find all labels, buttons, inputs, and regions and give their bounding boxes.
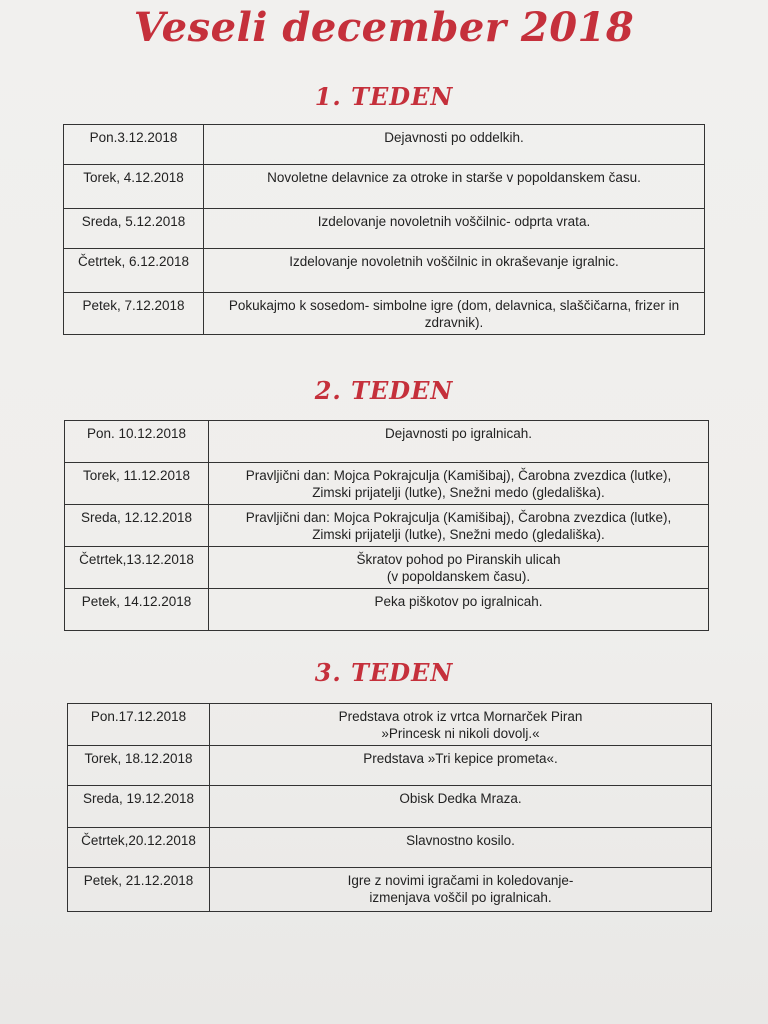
activity-line: Dejavnosti po igralnicah.: [384, 426, 533, 441]
table-row: [68, 786, 712, 828]
activity-line: izmenjava voščil po igralnicah.: [369, 890, 552, 905]
activity-line: Zimski prijatelji (lutke), Snežni medo (gledališka).: [312, 527, 605, 542]
activity-line: (v popoldanskem času).: [386, 569, 531, 584]
activity-line: Zimski prijatelji (lutke), Snežni medo (gledališka).: [312, 485, 605, 500]
row-activity: [210, 828, 712, 868]
row-date: Petek, 14.12.2018: [65, 589, 209, 631]
activity-line: Izdelovanje novoletnih voščilnic- odprta vrata.: [317, 214, 591, 229]
activity-line: Pravljični dan: Mojca Pokrajculja (Kamišibaj), Čarobna zvezdica (lutke),: [245, 510, 672, 525]
page-title: Veseli december 2018: [133, 4, 635, 51]
activity-line: Obisk Dedka Mraza.: [399, 791, 522, 806]
row-date: Torek, 18.12.2018: [68, 746, 210, 786]
row-date: Četrtek,20.12.2018: [68, 828, 210, 868]
row-date: Pon.3.12.2018: [64, 125, 204, 165]
row-activity: [204, 125, 705, 165]
row-activity: [204, 165, 705, 209]
table-row: [64, 165, 705, 209]
row-date: Pon.17.12.2018: [68, 704, 210, 746]
week-1-table: [63, 124, 705, 335]
table-row: [68, 828, 712, 868]
week-3-table: [67, 703, 712, 912]
week-1-heading: 1. TEDEN: [314, 82, 454, 111]
activity-line: Predstava otrok iz vrtca Mornarček Piran: [338, 709, 583, 724]
table-row: [65, 547, 709, 589]
activity-line: Pravljični dan: Mojca Pokrajculja (Kamišibaj), Čarobna zvezdica (lutke),: [245, 468, 672, 483]
row-activity: [209, 505, 709, 547]
row-date: Sreda, 12.12.2018: [65, 505, 209, 547]
activity-line: Igre z novimi igračami in koledovanje-: [347, 873, 574, 888]
row-activity: [204, 293, 705, 335]
table-row: [64, 209, 705, 249]
activity-line: Slavnostno kosilo.: [406, 833, 515, 848]
activity-line: Izdelovanje novoletnih voščilnic in okraševanje igralnic.: [289, 254, 619, 269]
row-date: Sreda, 19.12.2018: [68, 786, 210, 828]
row-activity: [210, 704, 712, 746]
week-2-heading: 2. TEDEN: [314, 376, 454, 405]
activity-line: Novoletne delavnice za otroke in starše v popoldanskem času.: [267, 170, 641, 185]
table-row: [64, 249, 705, 293]
row-date: Sreda, 5.12.2018: [64, 209, 204, 249]
activity-line: zdravnik).: [424, 315, 484, 330]
row-activity: [210, 746, 712, 786]
row-date: Petek, 7.12.2018: [64, 293, 204, 335]
activity-line: Dejavnosti po oddelkih.: [384, 130, 524, 145]
table-row: [64, 293, 705, 335]
row-activity: [204, 209, 705, 249]
table-row: [65, 505, 709, 547]
row-activity: [209, 547, 709, 589]
week-3-heading: 3. TEDEN: [314, 658, 454, 687]
row-activity: [210, 868, 712, 912]
activity-line: Pokukajmo k sosedom- simbolne igre (dom, delavnica, slaščičarna, frizer in: [228, 298, 680, 313]
table-row: [65, 463, 709, 505]
table-row: [65, 589, 709, 631]
table-row: [68, 868, 712, 912]
activity-line: Peka piškotov po igralnicah.: [374, 594, 543, 609]
week-2-table: [64, 420, 709, 631]
row-date: Pon. 10.12.2018: [65, 421, 209, 463]
row-date: Torek, 4.12.2018: [64, 165, 204, 209]
row-date: Četrtek, 6.12.2018: [64, 249, 204, 293]
activity-line: Predstava »Tri kepice prometa«.: [363, 751, 558, 766]
table-row: [64, 125, 705, 165]
row-date: Četrtek,13.12.2018: [65, 547, 209, 589]
row-activity: [209, 421, 709, 463]
row-activity: [210, 786, 712, 828]
row-activity: [209, 463, 709, 505]
row-activity: [209, 589, 709, 631]
activity-line: Škratov pohod po Piranskih ulicah: [356, 552, 561, 567]
row-date: Torek, 11.12.2018: [65, 463, 209, 505]
table-row: [68, 746, 712, 786]
row-date: Petek, 21.12.2018: [68, 868, 210, 912]
activity-line: »Princesk ni nikoli dovolj.«: [381, 726, 540, 741]
table-row: [65, 421, 709, 463]
row-activity: [204, 249, 705, 293]
table-row: [68, 704, 712, 746]
